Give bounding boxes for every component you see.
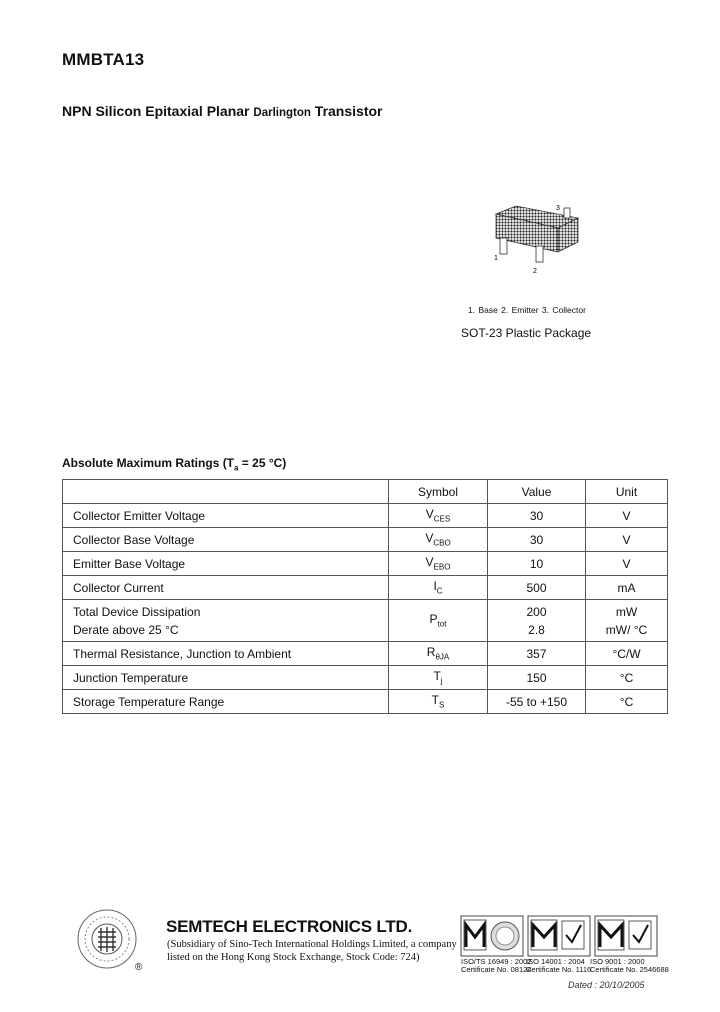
semtech-seal-icon	[76, 908, 138, 970]
symbol-sub: j	[440, 676, 443, 686]
subsidiary-line: (Subsidiary of Sino-Tech International Holdings Limited, a company	[167, 939, 457, 950]
unit-cell: °C	[586, 666, 668, 690]
cert-caption	[526, 958, 591, 974]
param-cell: Collector Emitter Voltage	[63, 504, 389, 528]
registered-mark: ®	[135, 962, 143, 973]
ratings-table	[62, 479, 668, 714]
table-header-row	[63, 480, 668, 504]
value-cell: 30	[488, 504, 586, 528]
symbol-sub: C	[436, 586, 443, 596]
unit-cell: V	[586, 528, 668, 552]
symbol-main: T	[431, 693, 439, 708]
value-cell: 357	[488, 642, 586, 666]
value-line: 200	[526, 604, 547, 619]
symbol-main: P	[429, 612, 438, 627]
iso-ts-16949-cert-icon	[461, 916, 523, 956]
table-row	[63, 504, 668, 528]
symbol-sub: CES	[433, 514, 451, 524]
value-cell: 500	[488, 576, 586, 600]
unit-cell: V	[586, 504, 668, 528]
symbol-sub: EBO	[433, 562, 451, 572]
symbol-cell	[389, 666, 488, 690]
header-unit: Unit	[586, 480, 668, 504]
symbol-main: V	[425, 555, 434, 570]
unit-cell	[586, 600, 668, 642]
unit-line: mW	[615, 604, 638, 619]
subtitle-small: Darlington	[253, 107, 311, 119]
param-line: Derate above 25 °C	[73, 622, 179, 637]
table-row	[63, 600, 668, 642]
value-cell: -55 to +150	[488, 690, 586, 714]
value-cell: 150	[488, 666, 586, 690]
pin-legend: 1. Base 2. Emitter 3. Collector	[468, 305, 586, 315]
pin-label-3: 3	[556, 205, 560, 212]
header-value: Value	[488, 480, 586, 504]
param-cell: Emitter Base Voltage	[63, 552, 389, 576]
pin-label-2: 2	[533, 268, 537, 275]
package-name: SOT-23 Plastic Package	[461, 326, 592, 340]
symbol-sub: θJA	[435, 652, 450, 662]
symbol-cell	[389, 600, 488, 642]
value-cell: 10	[488, 552, 586, 576]
company-name: SEMTECH ELECTRONICS LTD.	[166, 917, 413, 936]
symbol-cell	[389, 528, 488, 552]
unit-line: mW/ °C	[605, 622, 648, 637]
param-cell	[63, 600, 389, 642]
ratings-title-suffix: = 25 °C)	[238, 456, 287, 470]
sot23-package-icon	[486, 200, 586, 280]
cert-caption-line: ISO 14001 : 2004	[526, 957, 585, 966]
unit-cell: °C	[586, 690, 668, 714]
symbol-cell	[389, 504, 488, 528]
unit-cell: mA	[586, 576, 668, 600]
symbol-cell	[389, 690, 488, 714]
table-row	[63, 576, 668, 600]
ratings-title	[62, 456, 286, 472]
header-symbol: Symbol	[389, 480, 488, 504]
value-cell: 30	[488, 528, 586, 552]
iso-9001-cert-icon	[595, 916, 657, 956]
symbol-main: R	[426, 645, 436, 660]
company-subsidiary	[167, 938, 457, 964]
param-cell: Thermal Resistance, Junction to Ambient	[63, 642, 389, 666]
header-parameter	[63, 480, 389, 504]
param-line: Total Device Dissipation	[73, 604, 201, 619]
table-row	[63, 528, 668, 552]
device-subtitle	[62, 103, 383, 119]
unit-cell: °C/W	[586, 642, 668, 666]
table-row	[63, 642, 668, 666]
table-row	[63, 690, 668, 714]
cert-caption	[461, 958, 531, 974]
ratings-title-prefix: Absolute Maximum Ratings (T	[62, 456, 235, 470]
cert-caption-line: Certificate No. 1116	[526, 965, 592, 974]
cert-caption	[590, 958, 669, 974]
param-cell: Junction Temperature	[63, 666, 389, 690]
param-cell: Storage Temperature Range	[63, 690, 389, 714]
cert-caption-line: Certificate No. 08124	[461, 965, 532, 974]
subsidiary-line: listed on the Hong Kong Stock Exchange, Stock Code: 724)	[167, 952, 420, 963]
symbol-cell	[389, 552, 488, 576]
symbol-cell	[389, 642, 488, 666]
symbol-main: T	[433, 669, 441, 684]
symbol-cell	[389, 576, 488, 600]
symbol-main: V	[425, 507, 434, 522]
value-cell	[488, 600, 586, 642]
param-cell: Collector Current	[63, 576, 389, 600]
subtitle-end: Transistor	[314, 103, 383, 119]
iso-14001-cert-icon	[528, 916, 590, 956]
table-row	[63, 666, 668, 690]
ratings-title-sub: a	[234, 463, 239, 473]
symbol-sub: CBO	[433, 538, 451, 548]
date-stamp: Dated : 20/10/2005	[568, 980, 645, 990]
subtitle-main: NPN Silicon Epitaxial Planar	[62, 103, 250, 119]
table-row	[63, 552, 668, 576]
part-number: MMBTA13	[62, 50, 145, 69]
cert-caption-line: ISO/TS 16949 : 2002	[461, 957, 532, 966]
pin-label-1: 1	[494, 255, 498, 262]
symbol-main: V	[425, 531, 434, 546]
symbol-main: I	[433, 579, 437, 594]
unit-cell: V	[586, 552, 668, 576]
cert-caption-line: ISO 9001 : 2000	[590, 957, 645, 966]
value-line: 2.8	[528, 622, 545, 637]
symbol-sub: tot	[437, 619, 447, 629]
cert-caption-line: Certificate No. 2546688	[590, 965, 669, 974]
param-cell: Collector Base Voltage	[63, 528, 389, 552]
symbol-sub: S	[439, 700, 445, 710]
